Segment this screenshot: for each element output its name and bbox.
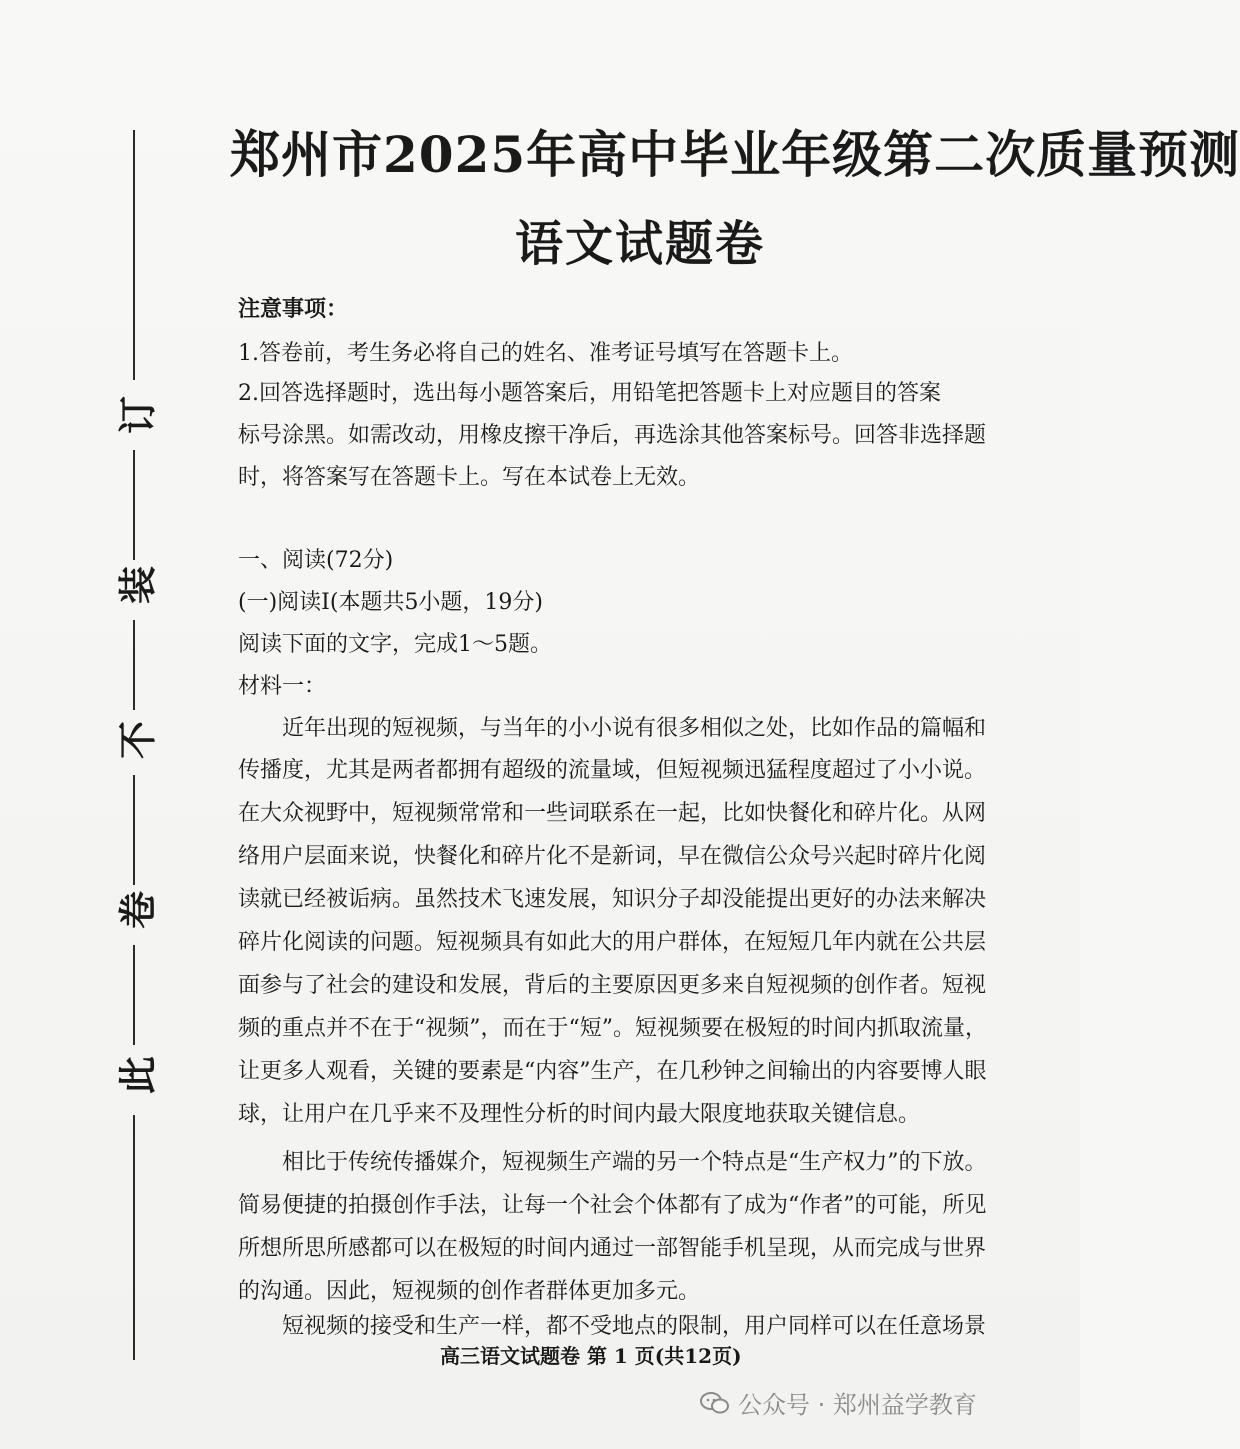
passage-line: 的沟通。因此，短视频的创作者群体更加多元。 xyxy=(238,1279,701,1304)
passage-line: 球，让用户在几乎来不及理性分析的时间内最大限度地获取关键信息。 xyxy=(238,1102,921,1127)
passage-line: 简易便捷的拍摄创作手法，让每一个社会个体都有了成为“作者”的可能，所见 xyxy=(238,1193,987,1218)
notice-item-2-line-1: 2.回答选择题时，选出每小题答案后，用铅笔把答题卡上对应题目的答案 xyxy=(238,381,941,406)
page-footer: 高三语文试题卷 第 1 页(共12页) xyxy=(440,1344,742,1368)
binding-char: 装 xyxy=(115,566,160,605)
material-label: 材料一： xyxy=(238,674,327,699)
notice-item-1: 1.答卷前，考生务必将自己的姓名、准考证号填写在答题卡上。 xyxy=(238,341,853,366)
exam-subtitle: 语文试题卷 xyxy=(514,216,765,272)
section-sub-heading: (一)阅读Ⅰ(本题共5小题，19分) xyxy=(238,590,544,615)
passage-line: 所想所思所感都可以在极短的时间内通过一部智能手机呈现，从而完成与世界 xyxy=(238,1236,987,1261)
passage-line: 读就已经被诟病。虽然技术飞速发展，知识分子却没能提出更好的办法来解决 xyxy=(238,887,987,912)
binding-line xyxy=(133,620,135,710)
passage-line: 短视频的接受和生产一样，都不受地点的限制，用户同样可以在任意场景 xyxy=(282,1314,987,1339)
binding-char: 不 xyxy=(115,721,160,760)
passage-line: 让更多人观看，关键的要素是“内容”生产，在几秒钟之间输出的内容要博人眼 xyxy=(238,1059,987,1084)
binding-char: 卷 xyxy=(115,891,160,930)
binding-margin xyxy=(115,130,160,1400)
binding-line xyxy=(133,775,135,885)
passage-line: 面参与了社会的建设和发展，背后的主要原因更多来自短视频的创作者。短视 xyxy=(238,973,987,998)
binding-line xyxy=(133,1115,135,1360)
binding-char: 此 xyxy=(115,1056,160,1095)
notice-item-2-line-2: 标号涂黑。如需改动，用橡皮擦干净后，再选涂其他答案标号。回答非选择题 xyxy=(238,423,987,448)
passage-line: 在大众视野中，短视频常常和一些词联系在一起，比如快餐化和碎片化。从网 xyxy=(238,801,987,826)
exam-title: 郑州市2025年高中毕业年级第二次质量预测 xyxy=(230,125,1240,184)
watermark-text: 公众号 · 郑州益学教育 xyxy=(738,1391,977,1419)
binding-line xyxy=(133,130,135,380)
binding-line xyxy=(133,945,135,1045)
binding-char: 订 xyxy=(115,396,160,435)
notice-heading: 注意事项： xyxy=(238,296,349,322)
reading-instruction: 阅读下面的文字，完成1～5题。 xyxy=(238,632,552,657)
watermark xyxy=(700,1385,977,1420)
passage-line: 频的重点并不在于“视频”，而在于“短”。短视频要在极短的时间内抓取流量， xyxy=(238,1016,987,1041)
wechat-icon xyxy=(700,1391,730,1415)
notice-item-2-line-3: 时，将答案写在答题卡上。写在本试卷上无效。 xyxy=(238,465,701,490)
passage-line: 络用户层面来说，快餐化和碎片化不是新词，早在微信公众号兴起时碎片化阅 xyxy=(238,844,987,869)
binding-line xyxy=(133,450,135,560)
section-heading: 一、阅读(72分) xyxy=(238,548,394,573)
passage-line: 近年出现的短视频，与当年的小小说有很多相似之处，比如作品的篇幅和 xyxy=(282,716,987,741)
passage-line: 传播度，尤其是两者都拥有超级的流量域，但短视频迅猛程度超过了小小说。 xyxy=(238,758,987,783)
passage-line: 碎片化阅读的问题。短视频具有如此大的用户群体，在短短几年内就在公共层 xyxy=(238,930,987,955)
passage-line: 相比于传统传播媒介，短视频生产端的另一个特点是“生产权力”的下放。 xyxy=(282,1150,987,1175)
